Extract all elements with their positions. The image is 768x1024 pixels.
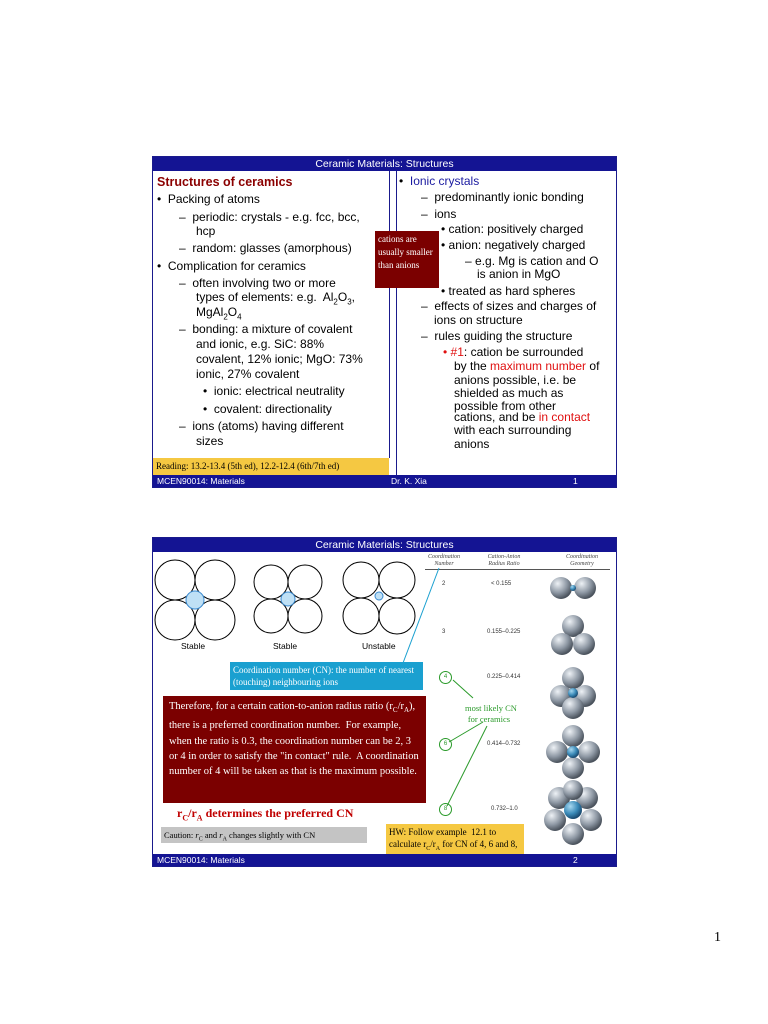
slide-1	[152, 156, 617, 488]
label-unstable: Unstable	[362, 641, 396, 651]
sub-periodic: – periodic: crystals - e.g. fcc, bcc,	[179, 210, 360, 224]
sub-ions-sizes-cont: sizes	[196, 434, 224, 448]
slide-footer	[153, 854, 616, 866]
label-stable-2: Stable	[273, 641, 298, 651]
slide-title: Ceramic Materials: Structures	[153, 157, 616, 171]
sub-effects: – effects of sizes and charges of	[421, 299, 597, 313]
bullet-complication: • Complication for ceramics	[157, 259, 306, 273]
label-stable-1: Stable	[181, 641, 206, 651]
sub-bonding-2: and ionic, e.g. SiC: 88%	[196, 337, 325, 351]
therefore-box: Therefore, for a certain cation-to-anion radius ratio $(r_C/r_A)$, there is a preferred coordination number. For example, when the ratio is 0.3, the coordination number can be 2, 3 or 4 in order to satisfy the "in contact" rule. A coordination number of 4 will be taken as that is the maximum possible.	[163, 696, 426, 803]
rule-1-line5: possible from other	[454, 399, 557, 413]
footer-course: MCEN90014: Materials	[157, 855, 245, 865]
rule-1-line7: with each surrounding	[454, 423, 572, 437]
sub-rules: – rules guiding the structure	[421, 329, 573, 343]
row-ratio-2: < 0.155	[491, 581, 512, 587]
row-ratio-6: 0.414–0.732	[487, 741, 521, 747]
header-ratio: Cation-Anion Radius Ratio	[487, 554, 521, 567]
slide-2	[152, 537, 617, 867]
row-ratio-8: 0.732–1.0	[491, 806, 518, 812]
sub-effects-cont: ions on structure	[434, 313, 523, 327]
cations-note-box: cations are usually smaller than anions	[375, 231, 439, 288]
row-cn-4: 4	[439, 671, 452, 684]
sub-random: – random: glasses (amorphous)	[179, 241, 352, 255]
bullet-ionic-crystals: • Ionic crystals	[399, 174, 480, 188]
rule-1-line8: anions	[454, 437, 490, 451]
sub-predominantly: – predominantly ionic bonding	[421, 190, 584, 204]
page-number: 1	[714, 930, 721, 945]
bullet-packing: • Packing of atoms	[157, 192, 260, 206]
column-divider	[389, 171, 390, 458]
footer-author: Dr. K. Xia	[391, 476, 427, 486]
sub-bonding-4: ionic, 27% covalent	[196, 367, 300, 381]
rule-1-line2: by the maximum number of	[454, 359, 600, 373]
sub-bonding: – bonding: a mixture of covalent	[179, 322, 353, 336]
most-likely-line1: most likely CN	[465, 703, 517, 713]
most-likely-cn-note	[465, 703, 517, 725]
sub-ions-sizes: – ions (atoms) having different	[179, 419, 344, 433]
example-mg-cont: is anion in MgO	[477, 267, 561, 281]
header-geometry: Coordination Geometry	[565, 554, 599, 567]
subsub-ionic: • ionic: electrical neutrality	[203, 384, 345, 398]
subsub-covalent: • covalent: directionality	[203, 402, 332, 416]
row-cn-2: 2	[442, 581, 446, 587]
determines-cn-text: $r_C/r_A$ determines the preferred CN	[177, 806, 354, 823]
column-divider-2	[396, 171, 397, 476]
subsub-hard-spheres: • treated as hard spheres	[441, 284, 576, 298]
subsub-cation: • cation: positively charged	[441, 222, 584, 236]
row-ratio-4: 0.225–0.414	[487, 674, 521, 680]
row-ratio-3: 0.155–0.225	[487, 629, 521, 635]
rule-1: • #1: cation be surrounded	[443, 345, 584, 359]
slide-title: Ceramic Materials: Structures	[153, 538, 616, 552]
rule-1-line6: cations, and be in contact	[454, 410, 591, 424]
reading-note: Reading: 13.2-13.4 (5th ed), 12.2-12.4 (6th/7th ed)	[153, 458, 389, 475]
rule-1-line3: anions possible, i.e. be	[454, 373, 577, 387]
slide-footer	[153, 475, 616, 487]
sub-elements-cont: types of elements: e.g. $Al_2O_3$,	[196, 290, 356, 307]
most-likely-line2: for ceramics	[467, 714, 511, 724]
caution-note: Caution: $r_C$ and $r_A$ changes slightly with CN	[161, 827, 367, 843]
sub-ions: – ions	[421, 207, 457, 221]
subsub-anion: • anion: negatively charged	[441, 238, 586, 252]
sub-periodic-cont: hcp	[196, 224, 216, 238]
homework-note: HW: Follow example 12.1 to calculate $r_C/r_A$ for CN of 4, 6 and 8,	[386, 824, 524, 867]
left-heading: Structures of ceramics	[157, 175, 293, 189]
footer-slide-num: 2	[573, 855, 578, 865]
example-mg: – e.g. Mg is cation and O	[465, 254, 599, 268]
row-cn-3: 3	[442, 629, 446, 635]
header-cn: Coordination Number	[427, 554, 461, 567]
row-cn-6: 6	[439, 738, 452, 751]
footer-course: MCEN90014: Materials	[157, 476, 245, 486]
sub-elements-cont2: $MgAl_2O_4$	[196, 305, 242, 322]
row-cn-8: 8	[439, 803, 452, 816]
footer-slide-num: 1	[573, 476, 578, 486]
sub-elements: – often involving two or more	[179, 276, 336, 290]
rule-1-line4: shielded as much as	[454, 386, 564, 400]
cn-definition-box: Coordination number (CN): the number of nearest (touching) neighbouring ions	[230, 662, 423, 690]
sub-bonding-3: covalent, 12% ionic; MgO: 73%	[196, 352, 363, 366]
